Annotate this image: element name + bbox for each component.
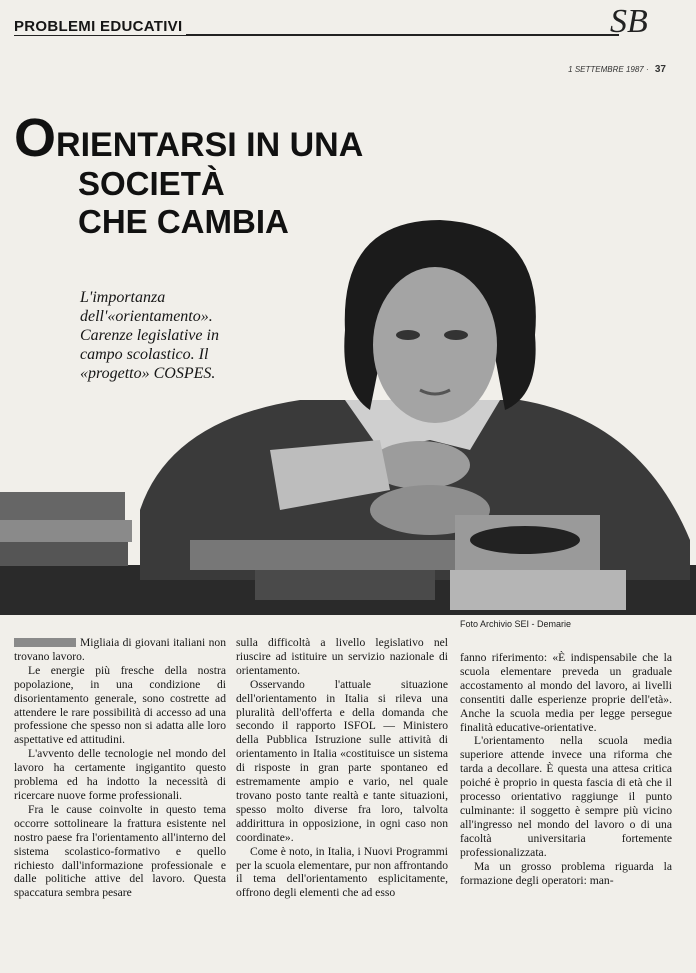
article-headline	[14, 108, 364, 241]
page-number: 37	[654, 64, 666, 75]
paragraph: Le energie più fresche della nostra popolazione, in una condizione di disorientamento generale, sono costrette ad attendere le rare possibilità di accesso ad una professione che spesso non si adatta alle loro aspettative ed attitudini.	[14, 663, 226, 747]
text-column-1	[14, 636, 226, 900]
paragraph: L'avvento delle tecnologie nel mondo del lavoro ha certamente ingigantito questo problema ed ha indotto la necessità di ricercare nuove forme professionali.	[14, 747, 226, 802]
paragraph: fanno riferimento: «È indispensabile che la scuola elementare preveda un graduale accostamento al mondo del lavoro, ai livelli consentiti dalle esperienze proprie dell'età». Anche la scuola media per legge persegue finalità educative-orientative.	[460, 651, 672, 734]
text-column-2	[236, 636, 448, 900]
headline-line-3: CHE CAMBIA	[78, 203, 289, 240]
photo-credit: Foto Archivio SEI - Demarie	[460, 619, 572, 629]
paragraph	[14, 636, 226, 664]
headline-dropcap: O	[14, 108, 57, 168]
headline-line-1	[14, 108, 364, 168]
article-subtitle: L'importanza dell'«orientamento». Carenze legislative in campo scolastico. Il «progetto» COSPES.	[80, 289, 219, 382]
text-column-3	[460, 651, 672, 887]
headline-line-2: SOCIETÀ	[78, 165, 225, 202]
magazine-logo: SB	[610, 3, 648, 40]
paragraph: Come è noto, in Italia, i Nuovi Programmi per la scuola elementare, pur non affrontando il tema dell'orientamento esplicitamente, offrono degli elementi che ad esso	[236, 844, 448, 900]
lead-bar	[14, 638, 76, 647]
paragraph: Fra le cause coinvolte in questo tema occorre sottolineare la frattura esistente nel nostro paese fra l'orientamento all'interno del sistema scolastico-formativo e quello richiesto dall'informazione professionale e dalle politiche attive del lavoro. Questa spaccatura sembra pesare	[14, 802, 226, 900]
headline-line-1-text: RIENTARSI IN UNA	[56, 126, 364, 164]
paragraph: sulla difficoltà a livello legislativo nel riuscire ad istituire un servizio nazionale di orientamento.	[236, 636, 448, 677]
paragraph: Osservando l'attuale situazione dell'orientamento in Italia si rileva una pluralità dell'offerta e della domanda che secondo il rapporto ISFOL — Ministero della Pubblica Istruzione sulle attività di orientamento in Italia «costituisce un sistema di risposte in gran parte spontaneo ed estremamente ampio e vario, nel quale trovano posto tante realtà e tante situazioni, spesso molto diverse fra loro, talvolta addirittura in opposizione, in ogni caso non coordinate».	[236, 677, 448, 844]
issue-date: 1 SETTEMBRE 1987	[568, 65, 644, 74]
paragraph: L'orientamento nella scuola media superiore attende invece una riforma che tarda a decollare. È questa una attesa critica poiché è proprio in questa fascia di età che il processo orientativo raggiunge il punto culminante: il soggetto è sempre più vicino all'ingresso nel mondo del lavoro o di una facoltà universitaria fortemente professionalizzata.	[460, 734, 672, 859]
section-title: PROBLEMI EDUCATIVI	[14, 18, 186, 35]
date-line: 1 SETTEMBRE 1987 · 37	[568, 64, 666, 75]
paragraph-text: Migliaia di giovani italiani non trovano lavoro.	[14, 636, 226, 663]
paragraph: Ma un grosso problema riguarda la formazione degli operatori: man-	[460, 859, 672, 887]
article-photo	[0, 210, 696, 615]
